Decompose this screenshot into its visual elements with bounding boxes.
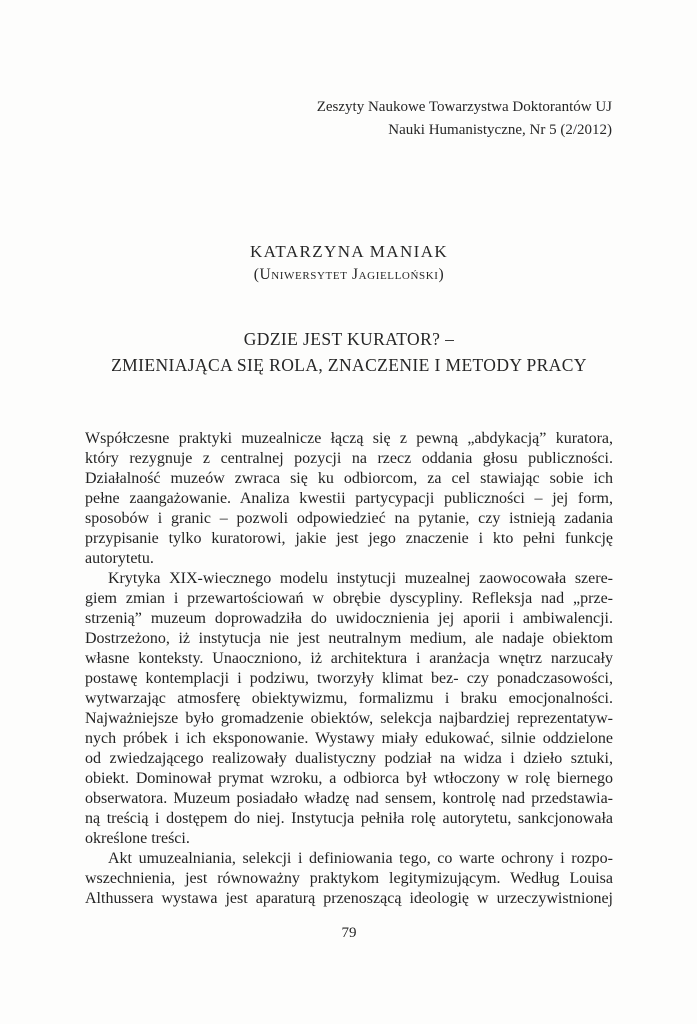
body-paragraph-3-line-3: Althussera wystawa jest aparaturą przenoszącą ideologię w urzeczywistnionej [85, 890, 613, 907]
body-paragraph-2-line-5: własne konteksty. Unaoczniono, iż architektura i aranżacja wnętrz narzucały [85, 650, 613, 667]
journal-header-line1: Zeszyty Naukowe Towarzystwa Doktorantów UJ [316, 99, 612, 115]
body-paragraph-2-line-11: obiekt. Dominował prymat wzroku, a odbiorca był wtłoczony w rolę biernego [85, 770, 613, 787]
body-paragraph-3-line-1: Akt umuzealniania, selekcji i definiowania tego, co warte ochrony i rozpo- [108, 850, 613, 867]
body-paragraph-2-line-7: wytwarzając atmosferę obiektywizmu, formalizmu i braku emocjonalności. [85, 690, 613, 707]
body-paragraph-3-line-2: wszechnienia, jest równoważny praktykom legitymizującym. Według Louisa [85, 870, 613, 887]
page-number: 79 [341, 925, 357, 941]
body-paragraph-2-line-1: Krytyka XIX-wiecznego modelu instytucji muzealnej zaowocowała szere- [108, 570, 613, 587]
article-title [85, 326, 613, 378]
body-paragraph-2-line-13: ną treścią i dostępem do niej. Instytucja pełniła rolę autorytetu, sankcjonowała [85, 810, 613, 827]
body-paragraph-1-line-2: który rezygnuje z centralnej pozycji na rzecz oddania głosu publiczności. [85, 450, 613, 467]
body-paragraph-1-line-6: przypisanie tylko kuratorowi, jakie jest jego znaczenie i kto pełni funkcję [85, 530, 613, 547]
body-paragraph-1-line-4: pełne zaangażowanie. Analiza kwestii partycypacji publiczności – jej form, [85, 490, 613, 507]
body-paragraph-2-line-12: obserwatora. Muzeum posiadało władzę nad sensem, kontrolę nad przedstawia- [85, 790, 613, 807]
body-paragraph-1-line-5: sposobów i granic – pozwoli odpowiedzieć na pytanie, czy istnieją zadania [85, 510, 613, 527]
article-body [85, 429, 613, 909]
body-paragraph-1-line-1: Współczesne praktyki muzealnicze łączą się z pewną „abdykacją” kuratora, [85, 430, 613, 447]
journal-header-line2: Nauki Humanistyczne, Nr 5 (2/2012) [388, 122, 612, 138]
body-paragraph-2-line-8: Najważniejsze było gromadzenie obiektów, selekcja najbardziej reprezentatyw- [85, 710, 613, 727]
body-paragraph-2-line-6: postawę kontemplacji i podziwu, tworzyły klimat bez- czy ponadczasowości, [85, 670, 613, 687]
article-title-line1: GDZIE JEST KURATOR? – [243, 329, 455, 349]
author-name: KATARZYNA MANIAK [249, 242, 449, 261]
journal-header [317, 96, 612, 142]
body-paragraph-2-line-10: od zwiedzającego realizowały dualistyczny podział na widza i dzieło sztuki, [85, 750, 613, 767]
body-paragraph-2-line-2: giem zmian i przewartościowań w obrębie dyscypliny. Refleksja nad „prze- [85, 590, 613, 607]
author-affiliation: (Uniwersytet Jagielloński) [253, 266, 445, 283]
body-paragraph-2-line-4: Dostrzeżono, iż instytucja nie jest neutralnym medium, ale nadaje obiektom [85, 630, 613, 647]
body-paragraph-2-line-9: nych próbek i ich eksponowanie. Wystawy miały edukować, silnie oddzielone [85, 730, 613, 747]
body-paragraph-1-line-3: Działalność muzeów zwraca się ku odbiorcom, za cel stawiając sobie ich [85, 470, 613, 487]
body-paragraph-1-line-7: autorytetu. [85, 550, 154, 567]
author-block [85, 242, 613, 284]
body-paragraph-2-line-3: strzenią” muzeum doprowadziła do uwidocznienia jej aporii i ambiwalencji. [85, 610, 613, 627]
body-paragraph-2-line-14: określone treści. [85, 830, 190, 847]
article-title-line2: ZMIENIAJĄCA SIĘ ROLA, ZNACZENIE I METODY PRACY [111, 355, 587, 375]
